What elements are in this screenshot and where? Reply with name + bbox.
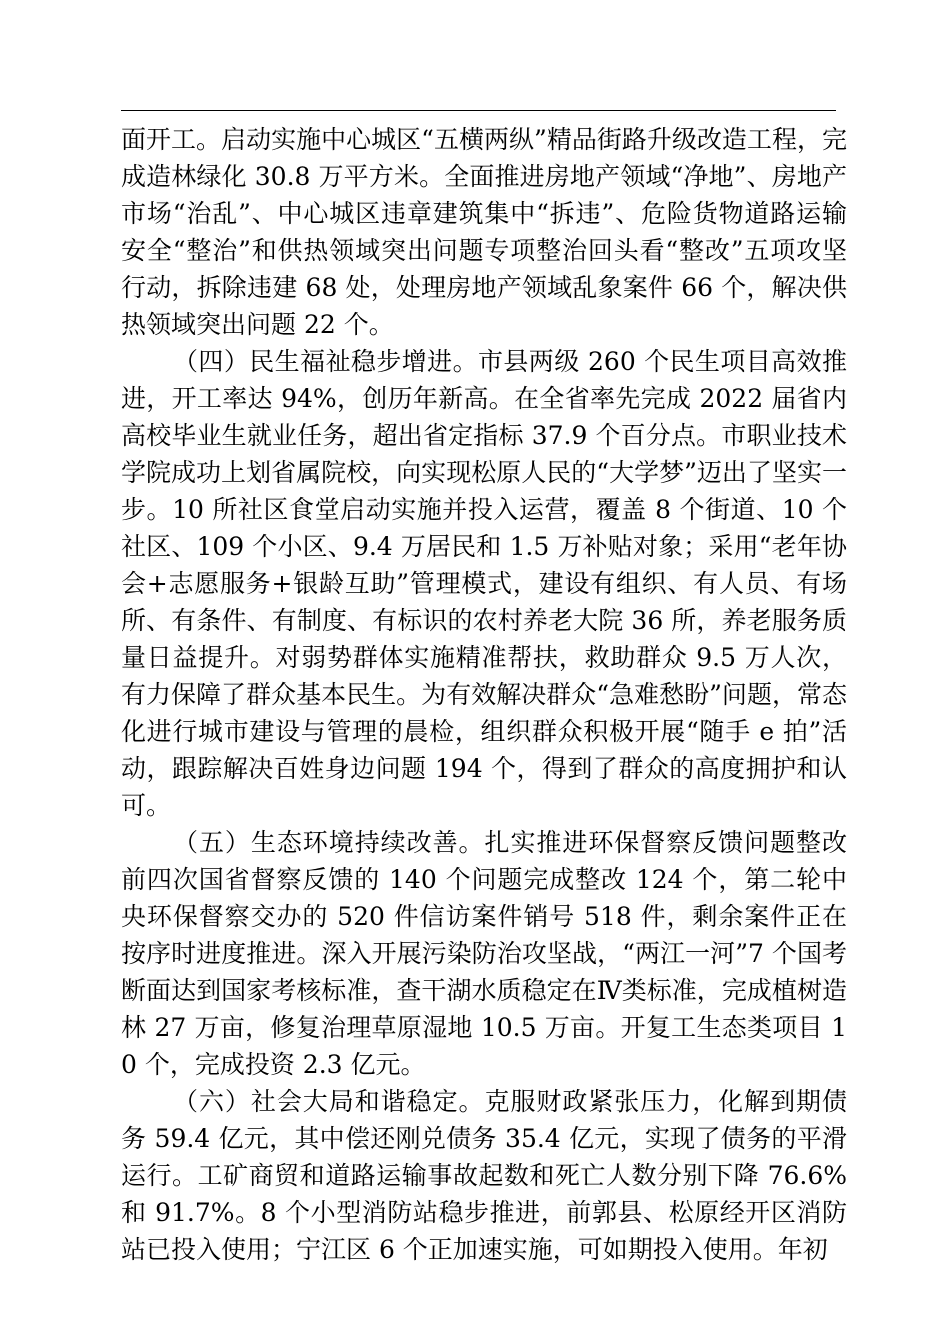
header-rule [121,110,836,111]
paragraph-social-stability: （六）社会大局和谐稳定。克服财政紧张压力，化解到期债务 59.4 亿元，其中偿还刚兑债务 35.4 亿元，实现了债务的平滑运行。工矿商贸和道路运输事故起数和死亡人数分别下降 76.6% 和 91.7%。8 个小型消防站稳步推进，前郭县、松原经开区消防站已投入使用；宁江区 6 个正加速实施，可如期投入使用。年初 [121,1087,847,1264]
paragraph-livelihood: （四）民生福祉稳步增进。市县两级 260 个民生项目高效推进，开工率达 94%，创历年新高。在全省率先完成 2022 届省内高校毕业生就业任务，超出省定指标 37.9 个百分点。市职业技术学院成功上划省属院校，向实现松原人民的“大学梦”迈出了坚实一步。10 所社区食堂启动实施并投入运营，覆盖 8 个街道、10 个社区、109 个小区、9.4 万居民和 1.5 万补贴对象；采用“老年协会+志愿服务+银龄互助”管理模式，建设有组织、有人员、有场所、有条件、有制度、有标识的农村养老大院 36 所，养老服务质量日益提升。对弱势群体实施精准帮扶，救助群众 9.5 万人次，有力保障了群众基本民生。为有效解决群众“急难愁盼”问题，常态化进行城市建设与管理的晨检，组织群众积极开展“随手 e 拍”活动，跟踪解决百姓身边问题 194 个，得到了群众的高度拥护和认可。 [121,347,847,820]
paragraph-urban-construction: 面开工。启动实施中心城区“五横两纵”精品街路升级改造工程，完成造林绿化 30.8 万平方米。全面推进房地产领域“净地”、房地产市场“治乱”、中心城区违章建筑集中“拆违”、危险货物道路运输安全“整治”和供热领域突出问题专项整治回头看“整改”五项攻坚行动，拆除违建 68 处，处理房地产领域乱象案件 66 个，解决供热领域突出问题 22 个。 [121,125,847,339]
document-body [121,121,847,1268]
paragraph-ecology: （五）生态环境持续改善。扎实推进环保督察反馈问题整改前四次国省督察反馈的 140 个问题完成整改 124 个，第二轮中央环保督察交办的 520 件信访案件销号 518 件，剩余案件正在按序时进度推进。深入开展污染防治攻坚战，“两江一河”7 个国考断面达到国家考核标准，查干湖水质稳定在Ⅳ类标准，完成植树造林 27 万亩，修复治理草原湿地 10.5 万亩。开复工生态类项目 10 个，完成投资 2.3 亿元。 [121,828,847,1079]
